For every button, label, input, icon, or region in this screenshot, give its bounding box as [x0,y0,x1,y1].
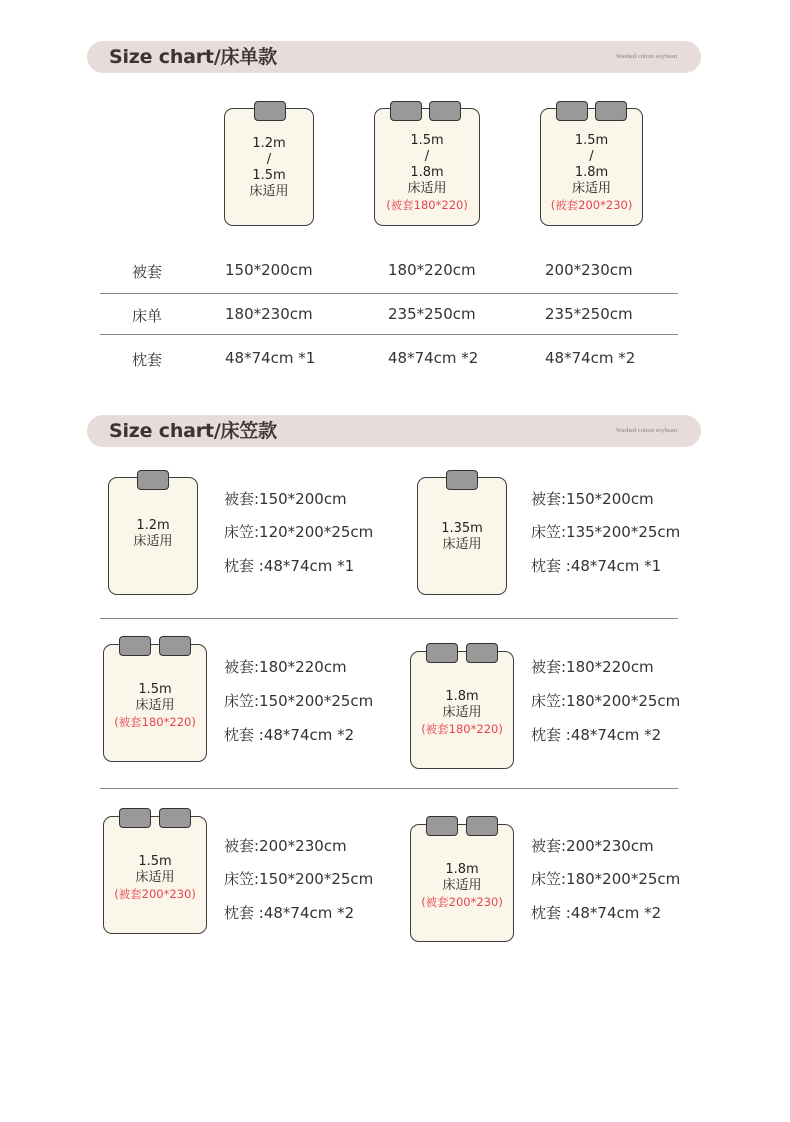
fitted-sheet-spec: 床笠:150*200*25cm [224,692,374,710]
duvet-note: (被套180*220) [386,198,468,212]
row-label: 被套 [132,263,163,281]
table-cell: 235*250cm [545,305,633,323]
fitted-sheet-spec: 床笠:135*200*25cm [531,523,681,541]
section1-title: Size chart/床单款 [109,46,277,68]
table-cell: 200*230cm [545,261,633,279]
bed-diagram [224,108,314,226]
duvet-spec: 被套:180*220cm [531,658,654,676]
pillow-icon [556,101,588,121]
duvet-note: (被套200*230) [550,198,633,212]
bed-size-label: 1.5m [138,854,172,869]
bed-fit-label: 床适用 [442,878,482,893]
bed-separator: / [589,149,594,164]
table-cell: 48*74cm *2 [388,349,479,367]
pillowcase-spec: 枕套 :48*74cm *1 [224,557,355,575]
pillowcase-spec: 枕套 :48*74cm *2 [531,904,662,922]
table-cell: 180*230cm [225,305,313,323]
pillow-icon [466,643,498,663]
pillow-icon [426,643,458,663]
row-label: 床单 [132,307,163,325]
bed-size-label: 1.5m [138,682,172,697]
table-cell: 150*200cm [225,261,313,279]
pillow-icon [429,101,461,121]
table-cell: 235*250cm [388,305,476,323]
pillowcase-spec: 枕套 :48*74cm *2 [224,904,355,922]
bed-size-label: 1.35m [441,521,483,536]
bed-diagram [540,108,643,226]
fitted-sheet-spec: 床笠:180*200*25cm [531,870,681,888]
pillow-icon [254,101,286,121]
divider [100,788,678,789]
pillow-icon [159,808,191,828]
section2-subtitle: Washed cotton soybean [615,427,677,434]
section2-banner [87,415,701,447]
pillow-icon [159,636,191,656]
pillow-icon [390,101,422,121]
duvet-spec: 被套:180*220cm [224,658,347,676]
table-cell: 180*220cm [388,261,476,279]
bed-fit-label: 床适用 [249,184,289,199]
duvet-note: (被套200*230) [421,895,503,909]
bed-size-label: 1.5m [410,133,444,148]
duvet-spec: 被套:150*200cm [224,490,347,508]
bed-fit-label: 床适用 [407,181,447,196]
pillow-icon [595,101,627,121]
section2-title: Size chart/床笠款 [109,420,277,442]
bed-size-label: 1.5m [252,168,286,183]
bed-separator: / [424,149,430,164]
section1-banner [87,41,701,73]
bed-size-label: 1.8m [410,165,444,180]
bed-size-label: 1.8m [445,689,479,704]
pillowcase-spec: 枕套 :48*74cm *1 [531,557,662,575]
bed-separator: / [266,152,272,167]
fitted-sheet-spec: 床笠:120*200*25cm [224,523,374,541]
pillow-icon [137,470,169,490]
bed-size-label: 1.2m [252,136,286,151]
section1-subtitle: Washed cotton soybean [615,53,677,60]
divider [100,618,678,619]
pillow-icon [119,636,151,656]
duvet-note: (被套200*230) [114,887,196,901]
duvet-spec: 被套:200*230cm [531,837,654,855]
duvet-spec: 被套:200*230cm [224,837,347,855]
pillowcase-spec: 枕套 :48*74cm *2 [224,726,355,744]
duvet-note: (被套180*220) [421,722,503,736]
bed-fit-label: 床适用 [135,698,175,713]
pillow-icon [426,816,458,836]
pillow-icon [466,816,498,836]
bed-diagram [417,477,507,595]
divider [100,293,678,294]
bed-size-label: 1.8m [574,165,609,180]
fitted-sheet-spec: 床笠:180*200*25cm [531,692,681,710]
bed-diagram [374,108,480,226]
pillow-icon [446,470,478,490]
bed-diagram [103,816,207,934]
fitted-sheet-spec: 床笠:150*200*25cm [224,870,374,888]
bed-fit-label: 床适用 [442,705,482,720]
divider [100,334,678,335]
bed-fit-label: 床适用 [133,534,173,549]
bed-size-label: 1.8m [445,862,479,877]
bed-diagram [103,644,207,762]
bed-size-label: 1.2m [136,518,170,533]
bed-diagram [410,824,514,942]
pillow-icon [119,808,151,828]
table-cell: 48*74cm *2 [545,349,636,367]
row-label: 枕套 [132,351,163,369]
bed-fit-label: 床适用 [442,537,482,552]
bed-diagram [410,651,514,769]
duvet-spec: 被套:150*200cm [531,490,654,508]
bed-size-label: 1.5m [574,133,609,148]
pillowcase-spec: 枕套 :48*74cm *2 [531,726,662,744]
table-cell: 48*74cm *1 [225,349,316,367]
duvet-note: (被套180*220) [114,715,196,729]
bed-fit-label: 床适用 [135,870,175,885]
bed-diagram [108,477,198,595]
bed-fit-label: 床适用 [571,181,611,196]
